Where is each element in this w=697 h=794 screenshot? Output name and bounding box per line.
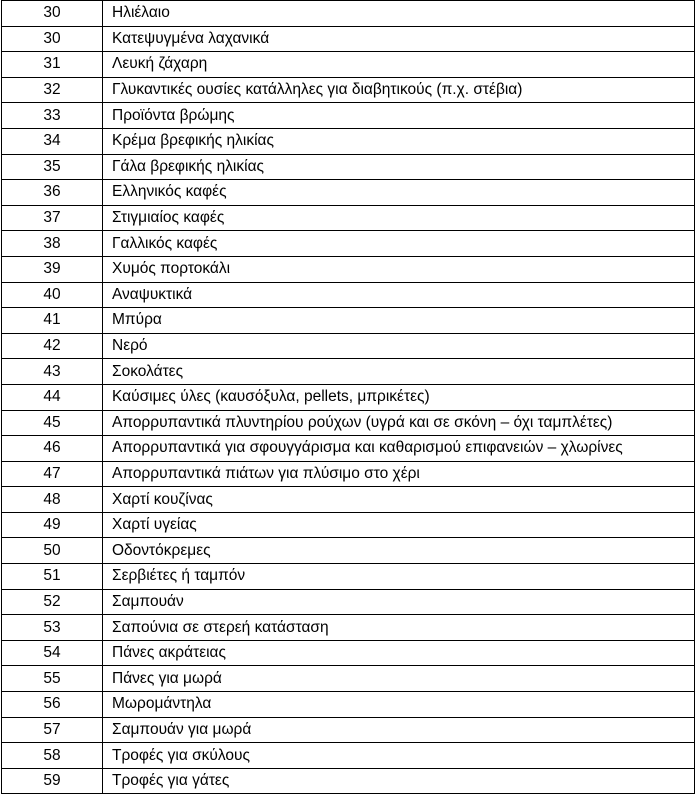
table-row	[2, 1, 695, 27]
table-row	[2, 410, 695, 436]
row-number-cell: 41	[2, 308, 103, 334]
product-name-cell: Χαρτί υγείας	[103, 512, 695, 538]
product-name-cell: Σαμπουάν για μωρά	[103, 717, 695, 743]
product-name-cell: Κατεψυγμένα λαχανικά	[103, 26, 695, 52]
row-number-cell: 30	[2, 26, 103, 52]
table-row	[2, 743, 695, 769]
table-row	[2, 77, 695, 103]
product-name-cell: Πάνες για μωρά	[103, 666, 695, 692]
table-row	[2, 640, 695, 666]
row-number-cell: 49	[2, 512, 103, 538]
product-name-cell: Χαρτί κουζίνας	[103, 487, 695, 513]
row-number-cell: 46	[2, 436, 103, 462]
table-row	[2, 205, 695, 231]
product-table-body	[2, 1, 695, 794]
product-table	[1, 0, 695, 794]
product-name-cell: Τροφές για σκύλους	[103, 743, 695, 769]
row-number-cell: 35	[2, 154, 103, 180]
product-name-cell: Σαμπουάν	[103, 589, 695, 615]
table-row	[2, 487, 695, 513]
product-name-cell: Χυμός πορτοκάλι	[103, 256, 695, 282]
row-number-cell: 36	[2, 180, 103, 206]
row-number-cell: 57	[2, 717, 103, 743]
product-name-cell: Στιγμιαίος καφές	[103, 205, 695, 231]
row-number-cell: 43	[2, 359, 103, 385]
product-name-cell: Απορρυπαντικά πλυντηρίου ρούχων (υγρά και σε σκόνη – όχι ταμπλέτες)	[103, 410, 695, 436]
row-number-cell: 32	[2, 77, 103, 103]
table-row	[2, 589, 695, 615]
product-name-cell: Αναψυκτικά	[103, 282, 695, 308]
table-row	[2, 436, 695, 462]
row-number-cell: 53	[2, 615, 103, 641]
table-row	[2, 256, 695, 282]
row-number-cell: 54	[2, 640, 103, 666]
product-name-cell: Μπύρα	[103, 308, 695, 334]
product-name-cell: Λευκή ζάχαρη	[103, 52, 695, 78]
row-number-cell: 34	[2, 128, 103, 154]
table-row	[2, 231, 695, 257]
product-name-cell: Σαπούνια σε στερεή κατάσταση	[103, 615, 695, 641]
table-row	[2, 615, 695, 641]
row-number-cell: 51	[2, 564, 103, 590]
table-row	[2, 103, 695, 129]
product-name-cell: Απορρυπαντικά πιάτων για πλύσιμο στο χέρι	[103, 461, 695, 487]
table-row	[2, 333, 695, 359]
table-row	[2, 512, 695, 538]
row-number-cell: 45	[2, 410, 103, 436]
table-row	[2, 717, 695, 743]
product-name-cell: Οδοντόκρεμες	[103, 538, 695, 564]
table-row	[2, 128, 695, 154]
table-row	[2, 692, 695, 718]
table-row	[2, 461, 695, 487]
table-row	[2, 180, 695, 206]
row-number-cell: 55	[2, 666, 103, 692]
row-number-cell: 30	[2, 1, 103, 27]
table-row	[2, 26, 695, 52]
row-number-cell: 52	[2, 589, 103, 615]
row-number-cell: 48	[2, 487, 103, 513]
table-row	[2, 52, 695, 78]
row-number-cell: 38	[2, 231, 103, 257]
row-number-cell: 44	[2, 384, 103, 410]
table-row	[2, 308, 695, 334]
product-name-cell: Καύσιμες ύλες (καυσόξυλα, pellets, μπρικέτες)	[103, 384, 695, 410]
row-number-cell: 47	[2, 461, 103, 487]
table-row	[2, 384, 695, 410]
table-row	[2, 666, 695, 692]
table-row	[2, 564, 695, 590]
row-number-cell: 39	[2, 256, 103, 282]
row-number-cell: 56	[2, 692, 103, 718]
product-name-cell: Γλυκαντικές ουσίες κατάλληλες για διαβητικούς (π.χ. στέβια)	[103, 77, 695, 103]
product-name-cell: Προϊόντα βρώμης	[103, 103, 695, 129]
table-row	[2, 768, 695, 794]
table-row	[2, 282, 695, 308]
row-number-cell: 31	[2, 52, 103, 78]
row-number-cell: 58	[2, 743, 103, 769]
row-number-cell: 59	[2, 768, 103, 794]
table-row	[2, 154, 695, 180]
row-number-cell: 42	[2, 333, 103, 359]
product-name-cell: Πάνες ακράτειας	[103, 640, 695, 666]
product-name-cell: Ηλιέλαιο	[103, 1, 695, 27]
row-number-cell: 50	[2, 538, 103, 564]
product-name-cell: Ελληνικός καφές	[103, 180, 695, 206]
product-name-cell: Σοκολάτες	[103, 359, 695, 385]
table-row	[2, 538, 695, 564]
product-name-cell: Κρέμα βρεφικής ηλικίας	[103, 128, 695, 154]
product-name-cell: Σερβιέτες ή ταμπόν	[103, 564, 695, 590]
product-name-cell: Γαλλικός καφές	[103, 231, 695, 257]
product-name-cell: Γάλα βρεφικής ηλικίας	[103, 154, 695, 180]
row-number-cell: 37	[2, 205, 103, 231]
row-number-cell: 33	[2, 103, 103, 129]
row-number-cell: 40	[2, 282, 103, 308]
product-name-cell: Νερό	[103, 333, 695, 359]
table-row	[2, 359, 695, 385]
product-name-cell: Μωρομάντηλα	[103, 692, 695, 718]
product-name-cell: Απορρυπαντικά για σφουγγάρισμα και καθαρισμού επιφανειών – χλωρίνες	[103, 436, 695, 462]
product-name-cell: Τροφές για γάτες	[103, 768, 695, 794]
